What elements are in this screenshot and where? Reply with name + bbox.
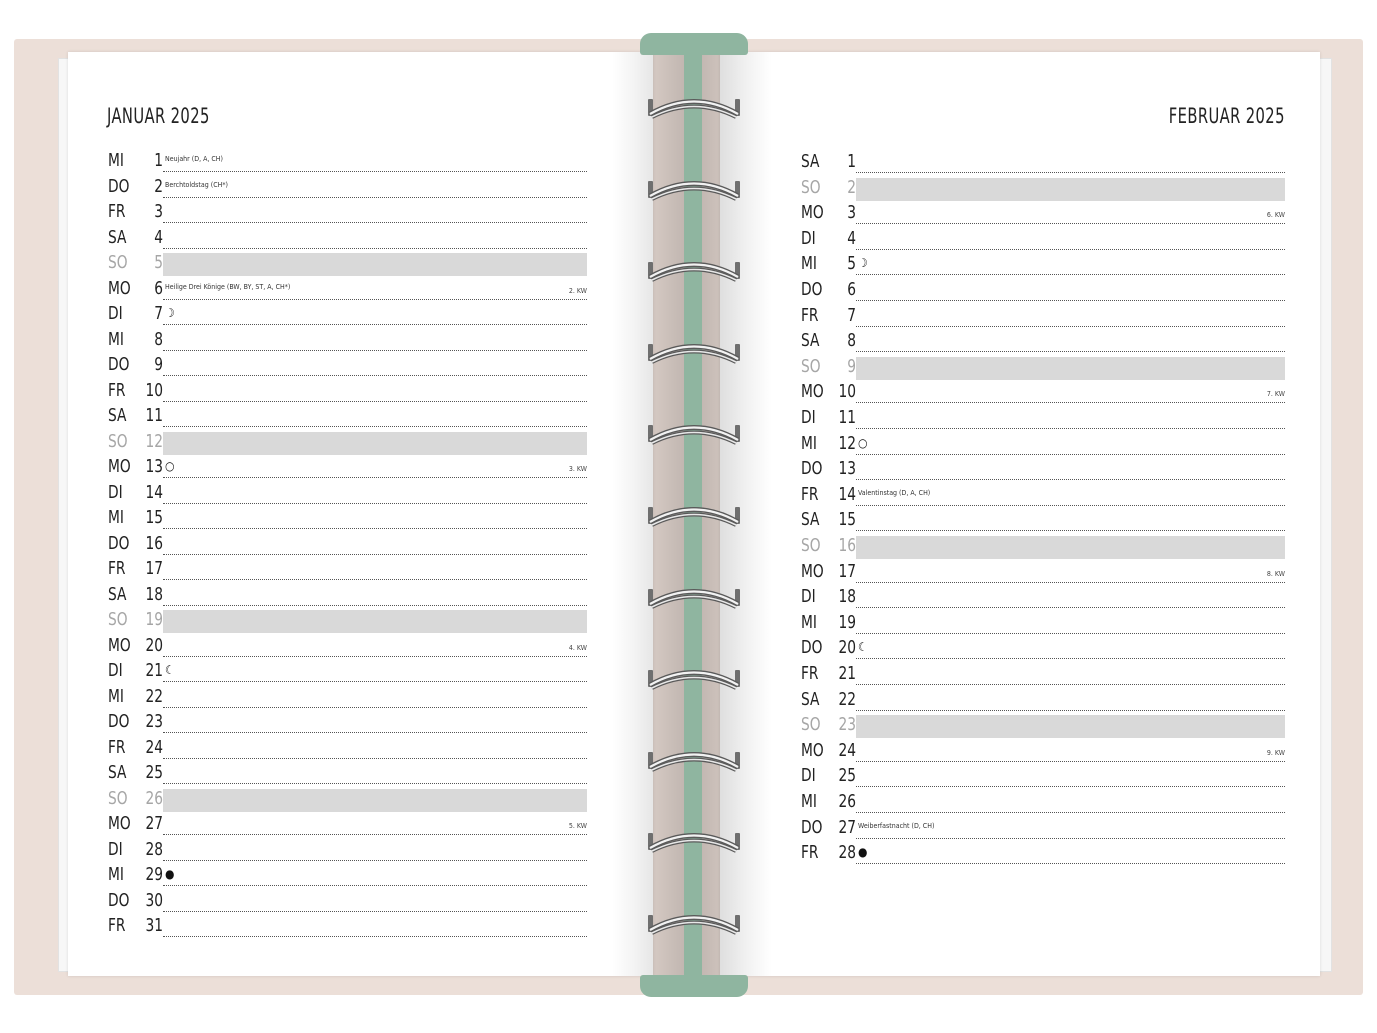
day-number: 22 xyxy=(145,685,163,707)
full-moon-icon: ○ xyxy=(165,459,175,473)
weekday-label: DO xyxy=(801,637,823,659)
day-row[interactable] xyxy=(801,381,1285,419)
week-number: 9. KW xyxy=(1266,748,1285,757)
day-row[interactable] xyxy=(801,739,1285,778)
week-number: 5. KW xyxy=(568,822,587,830)
weekday-label: MO xyxy=(108,813,131,834)
writing-line xyxy=(856,172,1285,173)
weekday-label: SO xyxy=(801,176,821,198)
day-number: 8 xyxy=(154,328,163,350)
day-number: 6 xyxy=(154,277,163,299)
weekday-label: MI xyxy=(801,253,817,275)
day-number: 20 xyxy=(145,634,163,656)
weekday-label: DO xyxy=(108,354,130,375)
day-number: 7 xyxy=(154,303,163,324)
weekday-label: MI xyxy=(801,611,817,633)
week-number: 4. KW xyxy=(568,643,587,652)
day-number: 1 xyxy=(847,151,856,172)
spiral-coil-icon xyxy=(646,93,742,119)
weekday-label: FR xyxy=(108,915,126,936)
day-row[interactable] xyxy=(801,279,1285,317)
sunday-band xyxy=(163,432,587,455)
weekday-label: SO xyxy=(801,535,821,556)
new-moon-icon: ● xyxy=(165,867,175,881)
writing-line xyxy=(163,885,587,886)
writing-line xyxy=(163,656,587,657)
spiral-coil-icon xyxy=(646,583,742,609)
week-number: 6. KW xyxy=(1266,211,1285,220)
spiral-coil-icon xyxy=(646,175,742,201)
last-quarter-moon-icon: ☾ xyxy=(165,663,175,677)
day-number: 7 xyxy=(847,304,856,326)
day-row[interactable] xyxy=(108,711,587,749)
weekday-label: SA xyxy=(108,762,127,783)
writing-line xyxy=(163,299,587,300)
weekday-label: FR xyxy=(801,483,819,505)
weekday-label: FR xyxy=(801,663,819,684)
writing-line xyxy=(163,248,587,249)
day-row[interactable] xyxy=(108,481,587,520)
day-number: 4 xyxy=(154,226,163,248)
weekday-label: DI xyxy=(801,227,816,249)
writing-line xyxy=(856,326,1285,327)
writing-line xyxy=(163,401,587,402)
weekday-label: DO xyxy=(108,889,130,911)
day-number: 26 xyxy=(145,787,163,809)
weekday-label: SA xyxy=(108,405,127,426)
day-row[interactable] xyxy=(801,407,1285,445)
day-row[interactable] xyxy=(801,586,1285,624)
holiday-note: Neujahr (D, A, CH) xyxy=(165,155,223,163)
weekday-label: SO xyxy=(108,609,128,630)
day-row[interactable] xyxy=(108,532,587,571)
day-number: 5 xyxy=(154,252,163,273)
weekday-label: MO xyxy=(801,739,824,761)
day-row[interactable] xyxy=(108,838,587,877)
writing-line xyxy=(856,274,1285,275)
weekday-label: DI xyxy=(801,765,816,787)
writing-line xyxy=(163,860,587,861)
holiday-note: Berchtoldstag (CH*) xyxy=(165,180,228,189)
day-number: 12 xyxy=(145,430,163,452)
day-number: 24 xyxy=(145,736,163,758)
day-row[interactable] xyxy=(801,202,1285,240)
day-number: 24 xyxy=(838,739,856,761)
day-row[interactable] xyxy=(801,227,1285,266)
day-number: 27 xyxy=(145,813,163,834)
day-number: 14 xyxy=(145,481,163,503)
day-row[interactable] xyxy=(108,201,587,239)
writing-line xyxy=(163,222,587,223)
full-moon-icon: ○ xyxy=(858,435,868,450)
weekday-label: DO xyxy=(108,532,130,554)
day-row[interactable] xyxy=(108,354,587,392)
day-row[interactable] xyxy=(108,634,587,673)
writing-line xyxy=(856,351,1285,352)
day-number: 2 xyxy=(154,175,163,197)
day-row[interactable] xyxy=(801,611,1285,650)
day-row[interactable] xyxy=(108,507,587,545)
weekday-label: DI xyxy=(108,481,123,503)
day-row[interactable] xyxy=(108,609,587,647)
sunday-band xyxy=(163,610,587,633)
weekday-label: DO xyxy=(108,175,130,197)
sunday-band xyxy=(856,536,1285,559)
weekday-label: DI xyxy=(108,838,123,860)
holiday-note: Weiberfastnacht (D, CH) xyxy=(858,821,935,830)
day-row[interactable] xyxy=(108,303,587,341)
spiral-coil-icon xyxy=(646,664,742,690)
writing-line xyxy=(856,249,1285,250)
writing-line xyxy=(856,786,1285,787)
spiral-clip-top xyxy=(640,33,748,55)
writing-line xyxy=(163,350,587,351)
day-row[interactable] xyxy=(108,379,587,418)
writing-line xyxy=(163,477,587,478)
day-row[interactable] xyxy=(801,535,1285,573)
day-number: 26 xyxy=(838,791,856,812)
weekday-label: FR xyxy=(108,201,126,222)
day-row[interactable] xyxy=(801,483,1285,522)
weekday-label: SO xyxy=(108,252,128,273)
day-number: 1 xyxy=(154,150,163,171)
weekday-label: MI xyxy=(801,791,817,812)
writing-line xyxy=(856,402,1285,403)
day-number: 21 xyxy=(145,660,163,681)
day-row[interactable] xyxy=(801,355,1285,394)
writing-line xyxy=(163,579,587,580)
writing-line xyxy=(856,838,1285,839)
day-number: 21 xyxy=(838,663,856,684)
day-row[interactable] xyxy=(801,714,1285,752)
day-number: 19 xyxy=(838,611,856,633)
day-number: 29 xyxy=(145,864,163,885)
week-number: 2. KW xyxy=(568,286,587,295)
writing-line xyxy=(163,936,587,937)
day-number: 3 xyxy=(847,202,856,224)
writing-line xyxy=(856,223,1285,224)
weekday-label: SA xyxy=(801,688,820,710)
january-title: JANUAR 2025 xyxy=(107,104,210,128)
weekday-label: MO xyxy=(108,277,131,299)
day-row[interactable] xyxy=(108,277,587,316)
weekday-label: SA xyxy=(108,583,127,605)
day-number: 19 xyxy=(145,609,163,630)
weekday-label: DI xyxy=(108,660,123,681)
first-quarter-moon-icon: ☽ xyxy=(165,306,175,320)
day-row[interactable] xyxy=(108,685,587,724)
weekday-label: MI xyxy=(108,685,124,707)
day-number: 17 xyxy=(838,560,856,582)
weekday-label: MI xyxy=(108,507,124,528)
writing-line xyxy=(856,812,1285,813)
writing-line xyxy=(856,684,1285,685)
weekday-label: MI xyxy=(108,328,124,350)
day-number: 25 xyxy=(145,762,163,783)
writing-line xyxy=(856,710,1285,711)
last-quarter-moon-icon: ☾ xyxy=(858,640,868,655)
spiral-coil-icon xyxy=(646,256,742,282)
weekday-label: SA xyxy=(108,226,127,248)
day-row[interactable] xyxy=(108,660,587,698)
sunday-band xyxy=(163,253,587,276)
week-number: 8. KW xyxy=(1266,569,1285,578)
day-number: 13 xyxy=(838,458,856,480)
weekday-label: SO xyxy=(108,430,128,452)
day-row[interactable] xyxy=(108,328,587,367)
weekday-label: DI xyxy=(108,303,123,324)
week-number: 3. KW xyxy=(568,465,587,473)
writing-line xyxy=(163,426,587,427)
writing-line xyxy=(856,658,1285,659)
day-number: 9 xyxy=(847,355,856,377)
weekday-label: FR xyxy=(108,379,126,401)
spiral-coil-icon xyxy=(646,909,742,935)
spiral-coil-icon xyxy=(646,501,742,527)
writing-line xyxy=(163,375,587,376)
day-number: 8 xyxy=(847,330,856,352)
writing-line xyxy=(856,300,1285,301)
day-row[interactable] xyxy=(801,304,1285,343)
day-row[interactable] xyxy=(108,813,587,851)
writing-line xyxy=(163,197,587,198)
day-number: 23 xyxy=(838,714,856,736)
weekday-label: FR xyxy=(801,304,819,326)
day-number: 15 xyxy=(838,509,856,531)
writing-line xyxy=(856,505,1285,506)
day-row[interactable] xyxy=(801,253,1285,291)
writing-line xyxy=(856,633,1285,634)
day-row[interactable] xyxy=(801,765,1285,803)
spiral-coil-icon xyxy=(646,827,742,853)
weekday-label: FR xyxy=(108,558,126,579)
day-row[interactable] xyxy=(108,736,587,775)
holiday-note: Heilige Drei Könige (BW, BY, ST, A, CH*) xyxy=(165,282,291,291)
weekday-label: SO xyxy=(801,355,821,377)
spiral-coil-icon xyxy=(646,338,742,364)
week-number: 7. KW xyxy=(1266,390,1285,399)
writing-line xyxy=(856,607,1285,608)
spiral-coil-icon xyxy=(646,746,742,772)
day-number: 28 xyxy=(838,842,856,864)
writing-line xyxy=(163,681,587,682)
weekday-label: MI xyxy=(108,864,124,885)
weekday-label: SO xyxy=(108,787,128,809)
weekday-label: DO xyxy=(801,458,823,480)
weekday-label: MO xyxy=(801,560,824,582)
day-number: 17 xyxy=(145,558,163,579)
sunday-band xyxy=(163,789,587,812)
day-number: 3 xyxy=(154,201,163,222)
day-number: 5 xyxy=(847,253,856,275)
writing-line xyxy=(163,834,587,835)
day-number: 18 xyxy=(838,586,856,608)
day-number: 9 xyxy=(154,354,163,375)
day-row[interactable] xyxy=(801,637,1285,675)
day-number: 18 xyxy=(145,583,163,605)
february-title: FEBRUAR 2025 xyxy=(1168,104,1285,128)
weekday-label: DI xyxy=(801,586,816,608)
new-moon-icon: ● xyxy=(858,845,868,860)
day-number: 15 xyxy=(145,507,163,528)
weekday-label: MI xyxy=(801,432,817,454)
writing-line xyxy=(856,479,1285,480)
day-row[interactable] xyxy=(108,456,587,494)
day-row[interactable] xyxy=(108,558,587,596)
day-row[interactable] xyxy=(801,560,1285,599)
day-number: 12 xyxy=(838,432,856,454)
writing-line xyxy=(163,171,587,172)
weekday-label: SA xyxy=(801,151,820,172)
day-number: 20 xyxy=(838,637,856,659)
day-number: 6 xyxy=(847,279,856,300)
day-number: 4 xyxy=(847,227,856,249)
spiral-clip-bottom xyxy=(640,975,748,997)
writing-line xyxy=(163,528,587,529)
day-number: 10 xyxy=(838,381,856,403)
day-number: 13 xyxy=(145,456,163,477)
day-number: 14 xyxy=(838,483,856,505)
weekday-label: MO xyxy=(108,634,131,656)
day-number: 22 xyxy=(838,688,856,710)
day-number: 31 xyxy=(145,915,163,936)
writing-line xyxy=(856,428,1285,429)
writing-line xyxy=(163,758,587,759)
sunday-band xyxy=(856,357,1285,380)
writing-line xyxy=(163,324,587,325)
weekday-label: MO xyxy=(801,202,824,224)
day-number: 11 xyxy=(838,407,856,428)
day-row[interactable] xyxy=(801,432,1285,471)
day-number: 23 xyxy=(145,711,163,732)
holiday-note: Valentinstag (D, A, CH) xyxy=(858,488,931,497)
writing-line xyxy=(163,503,587,504)
day-row[interactable] xyxy=(801,663,1285,701)
sunday-band xyxy=(856,715,1285,738)
weekday-label: MO xyxy=(108,456,131,477)
writing-line xyxy=(856,582,1285,583)
writing-line xyxy=(856,454,1285,455)
day-number: 11 xyxy=(145,405,163,426)
weekday-label: MO xyxy=(801,381,824,403)
day-row[interactable] xyxy=(108,787,587,826)
writing-line xyxy=(856,863,1285,864)
day-number: 16 xyxy=(145,532,163,554)
sunday-band xyxy=(856,178,1285,201)
writing-line xyxy=(856,530,1285,531)
first-quarter-moon-icon: ☽ xyxy=(858,256,868,271)
spiral-coil-icon xyxy=(646,419,742,445)
day-number: 28 xyxy=(145,838,163,860)
day-row[interactable] xyxy=(801,176,1285,215)
day-number: 27 xyxy=(838,816,856,838)
writing-line xyxy=(856,761,1285,762)
weekday-label: SA xyxy=(801,330,820,352)
weekday-label: FR xyxy=(801,842,819,864)
day-number: 2 xyxy=(847,176,856,198)
weekday-label: DO xyxy=(801,279,823,300)
day-number: 25 xyxy=(838,765,856,787)
day-row[interactable] xyxy=(108,430,587,469)
day-row[interactable] xyxy=(108,889,587,928)
writing-line xyxy=(163,783,587,784)
writing-line xyxy=(163,732,587,733)
weekday-label: FR xyxy=(108,736,126,758)
day-number: 10 xyxy=(145,379,163,401)
weekday-label: DO xyxy=(108,711,130,732)
weekday-label: DI xyxy=(801,407,816,428)
day-row[interactable] xyxy=(108,864,587,902)
writing-line xyxy=(163,911,587,912)
day-number: 30 xyxy=(145,889,163,911)
weekday-label: DO xyxy=(801,816,823,838)
day-row[interactable] xyxy=(108,175,587,214)
day-number: 16 xyxy=(838,535,856,556)
weekday-label: SA xyxy=(801,509,820,531)
day-row[interactable] xyxy=(801,842,1285,880)
day-row[interactable] xyxy=(108,915,587,953)
writing-line xyxy=(163,554,587,555)
writing-line xyxy=(163,605,587,606)
weekday-label: MI xyxy=(108,150,124,171)
writing-line xyxy=(163,707,587,708)
weekday-label: SO xyxy=(801,714,821,736)
day-row[interactable] xyxy=(801,816,1285,855)
